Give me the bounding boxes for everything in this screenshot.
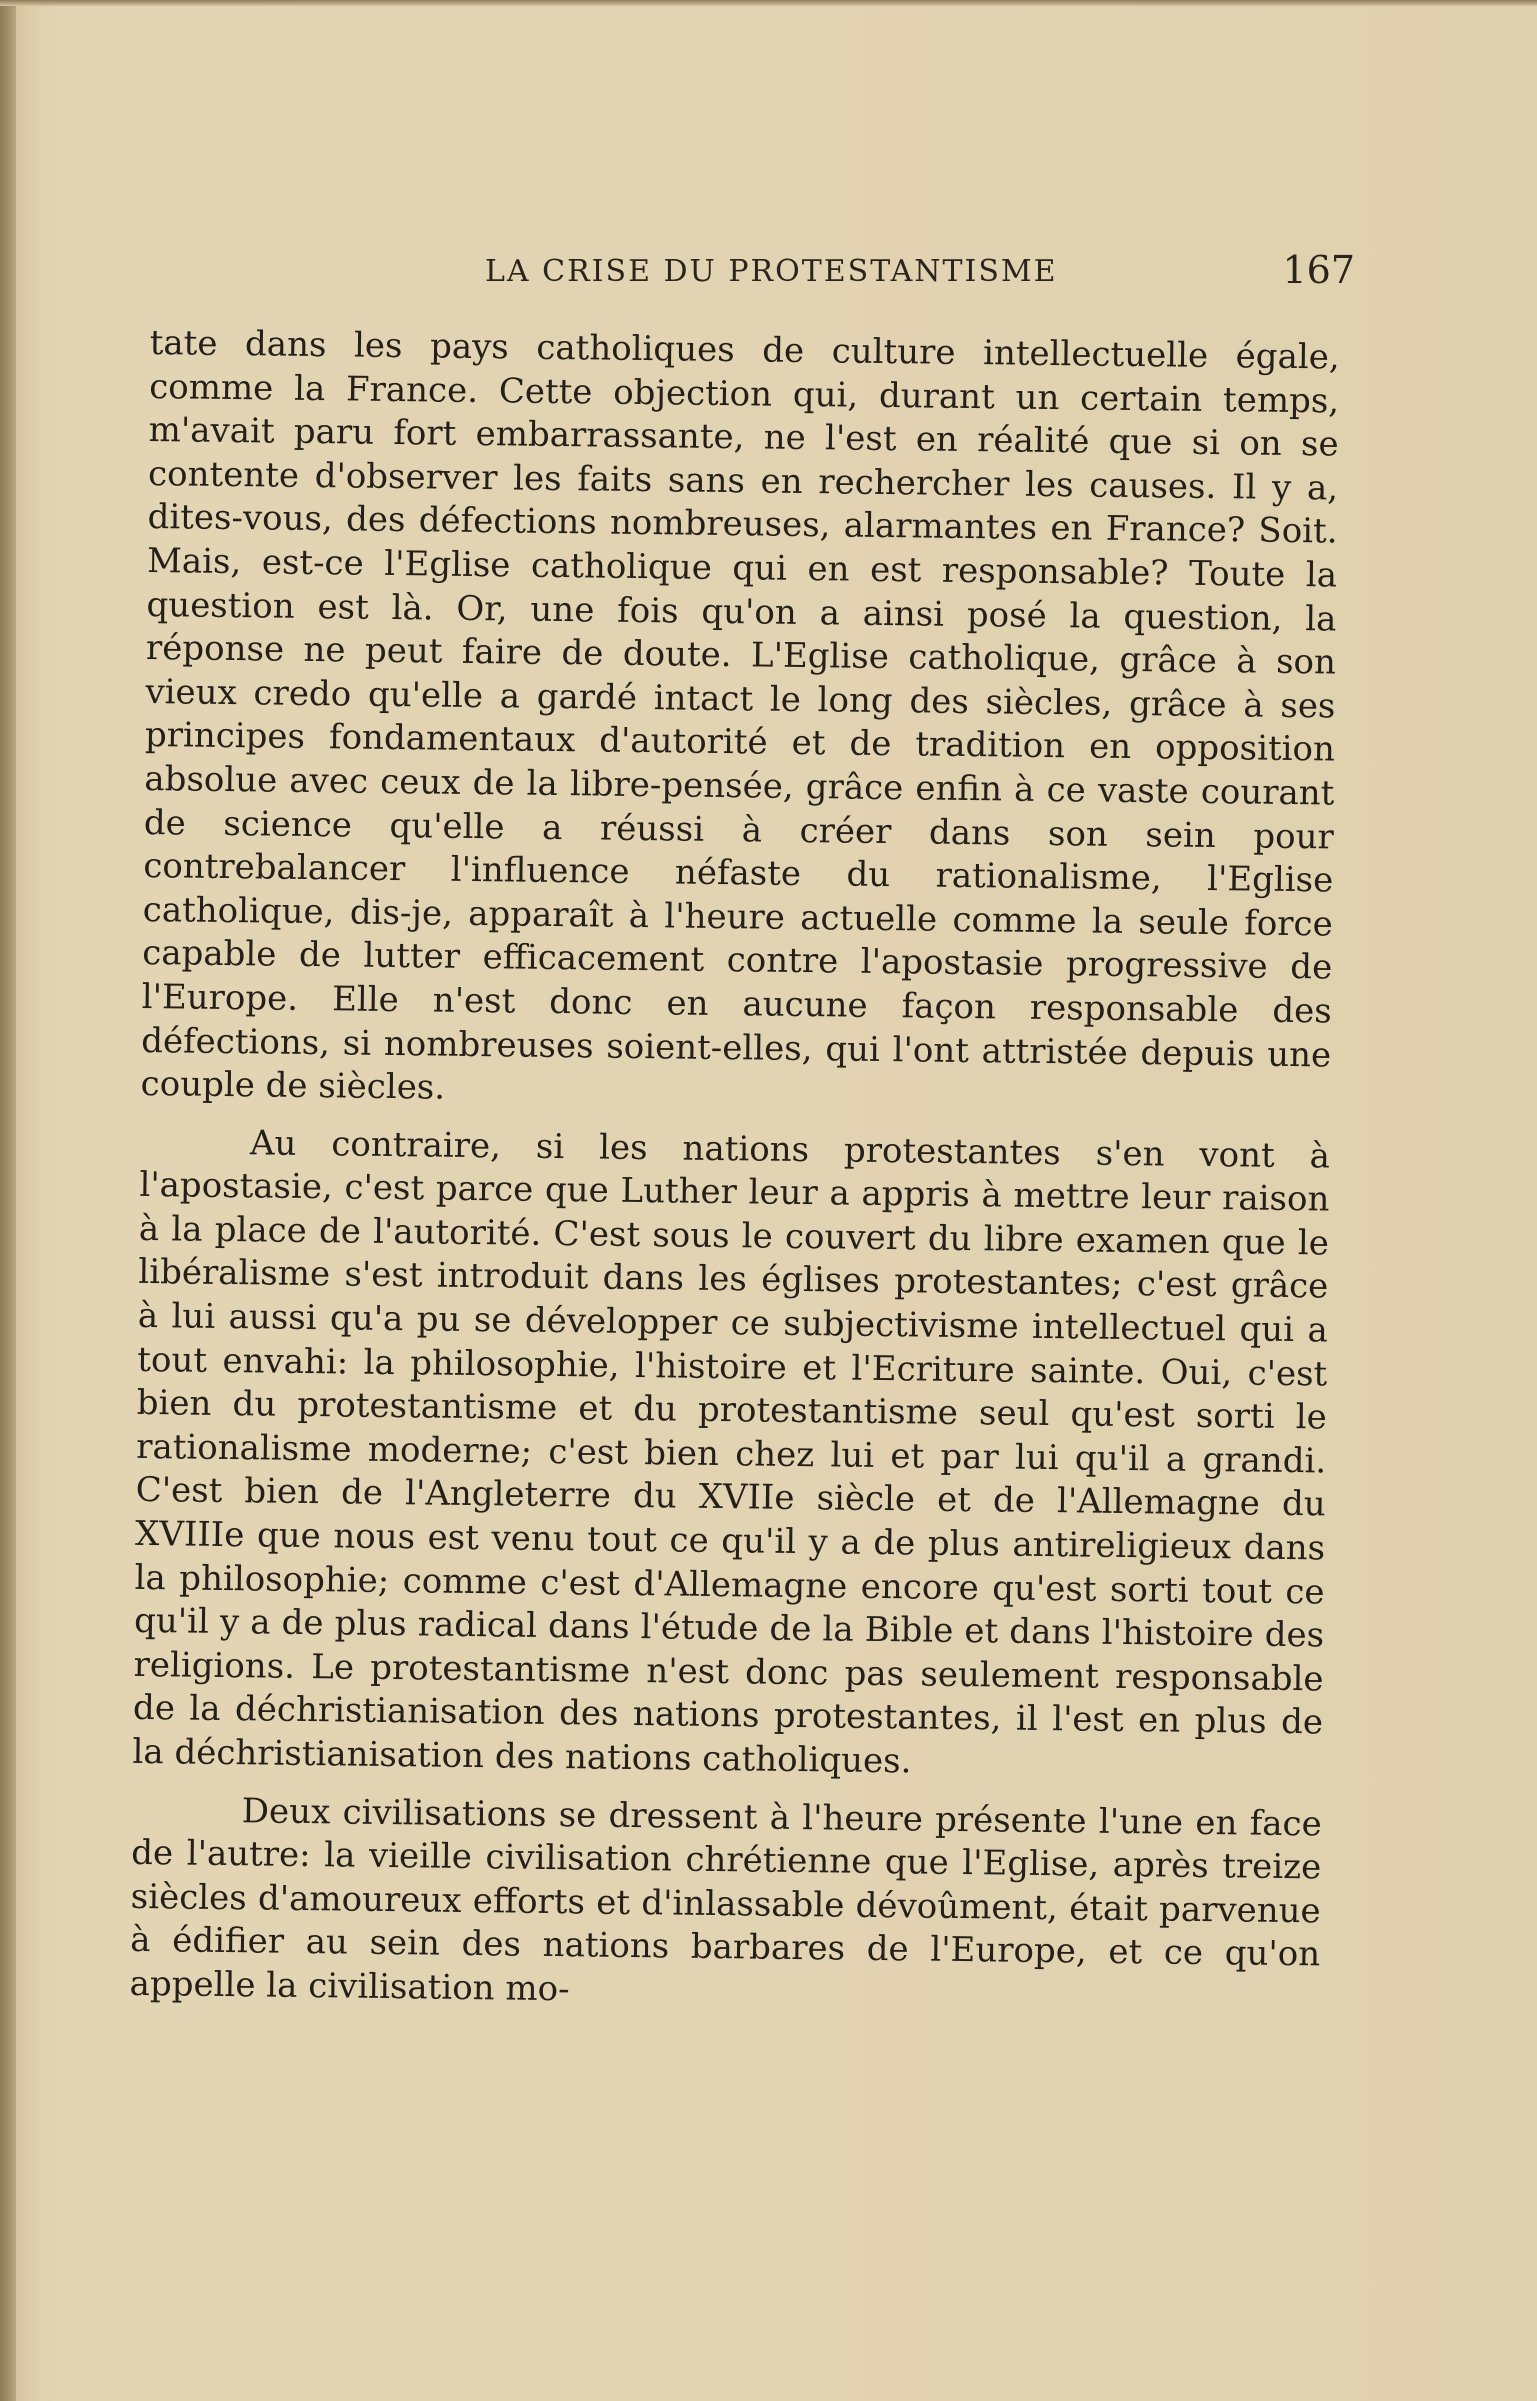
- paragraph-3: Deux civilisations se dressent à l'heure présente l'une en face de l'autre: la vieille civilisation chrétienne que l'Eglise, après treize siècles d'amoureux efforts et d'inlassable dévoûment, était parvenue à édifier au sein des nations barbares de l'Europe, et ce qu'on appelle la civilisation mo-: [129, 1790, 1322, 2010]
- page-top-edge: [0, 0, 1537, 6]
- body-text: [129, 322, 1340, 2035]
- page-gutter-shadow: [0, 0, 16, 2401]
- page-header: [485, 248, 1355, 298]
- paragraph-1: tate dans les pays catholiques de culture intellectuelle égale, comme la France. Cette objection qui, durant un certain temps, m'avait paru fort embarrassante, ne l'est en réalité que si on se contente d'observer les faits sans en rechercher les causes. Il y a, dites-vous, des défections nombreuses, alarmantes en France? Soit. Mais, est-ce l'Eglise catholique qui en est responsable? Toute la question est là. Or, une fois qu'on a ainsi posé la question, la réponse ne peut faire de doute. L'Eglise catholique, grâce à son vieux credo qu'elle a gardé intact le long des siècles, grâce à ses principes fondamentaux d'autorité et de tradition en opposition absolue avec ceux de la libre-pensée, grâce enfin à ce vaste courant de science qu'elle a réussi à créer dans son sein pour contrebalancer l'influence néfaste du rationalisme, l'Eglise catholique, dis-je, apparaît à l'heure actuelle comme la seule force capable de lutter efficacement contre l'apostasie progressive de l'Europe. Elle n'est donc en aucune façon responsable des défections, si nombreuses soient-elles, qui l'ont attristée depuis une couple de siècles.: [140, 322, 1340, 1108]
- paragraph-2: Au contraire, si les nations protestantes s'en vont à l'apostasie, c'est parce que Luther leur a appris à mettre leur raison à la place de l'autorité. C'est sous le couvert du libre examen que le libéralisme s'est introduit dans les églises protestantes; c'est grâce à lui aussi qu'a pu se développer ce subjectivisme intellectuel qui a tout envahi: la philosophie, l'histoire et l'Ecriture sainte. Oui, c'est bien du protestantisme et du protestantisme seul qu'est sorti le rationalisme moderne; c'est bien chez lui et par lui qu'il a grandi. C'est bien de l'Angleterre du XVIIe siècle et de l'Allemagne du XVIIIe que nous est venu tout ce qu'il y a de plus antireligieux dans la philosophie; comme c'est d'Allemagne encore qu'est sorti tout ce qu'il y a de plus radical dans l'étude de la Bible et dans l'histoire des religions. Le protestantisme n'est donc pas seulement responsable de la déchristianisation des nations protestantes, il l'est en plus de la déchristianisation des nations catholiques.: [132, 1122, 1331, 1782]
- page-number: 167: [1282, 248, 1355, 292]
- running-title: LA CRISE DU PROTESTANTISME: [485, 254, 1058, 289]
